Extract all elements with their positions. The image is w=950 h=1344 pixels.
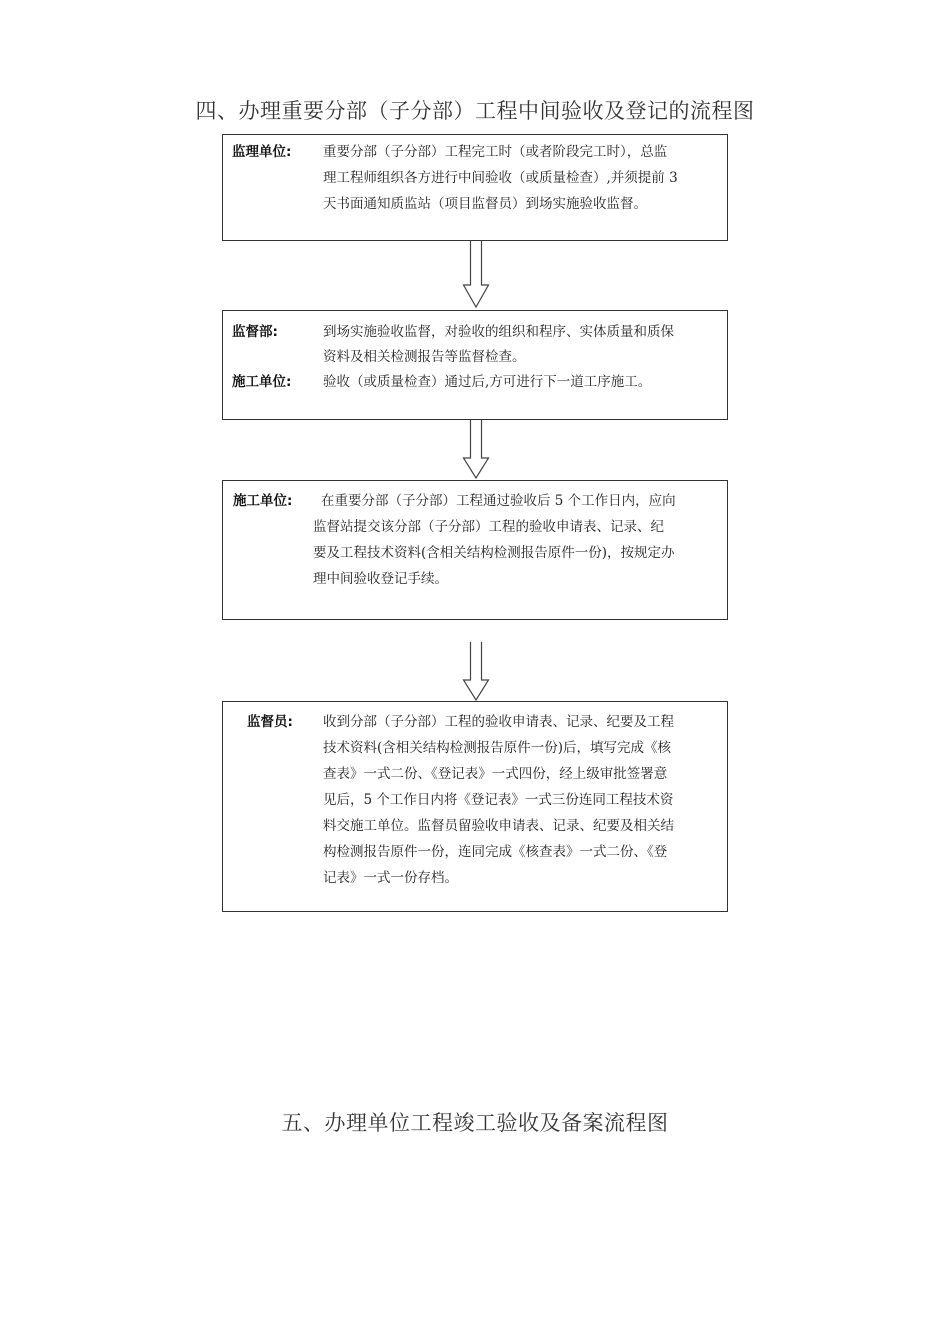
section-title: 五、办理单位工程竣工验收及备案流程图	[281, 1111, 669, 1135]
box-label: 施工单位:	[232, 374, 292, 390]
box-line: 技术资料(含相关结构检测报告原件一份)后，填写完成《核	[323, 740, 672, 756]
flow-box-supervision-unit	[222, 134, 728, 241]
box-line: 收到分部（子分部）工程的验收申请表、记录、纪要及工程	[323, 714, 674, 730]
box-line: 到场实施验收监督，对验收的组织和程序、实体质量和质保	[323, 324, 674, 340]
flow-box-supervision-dept	[222, 310, 728, 420]
box-label: 施工单位:	[233, 493, 293, 509]
box-label: 监理单位:	[232, 144, 292, 160]
box-line: 理中间验收登记手续。	[313, 571, 448, 587]
box-line: 构检测报告原件一份，连同完成《核查表》一式二份、《登	[323, 844, 668, 860]
page-title: 四、办理重要分部（子分部）工程中间验收及登记的流程图	[195, 99, 755, 123]
box-label: 监督部:	[232, 324, 278, 340]
flow-box-construction-unit	[222, 480, 728, 620]
box-line: 要及工程技术资料(含相关结构检测报告原件一份)，按规定办	[313, 545, 675, 561]
box-line: 理工程师组织各方进行中间验收（或质量检查）,并须提前 3	[323, 170, 678, 186]
box-line: 在重要分部（子分部）工程通过验收后 5 个工作日内，应向	[321, 493, 676, 509]
box-line: 查表》一式二份、《登记表》一式四份，经上级审批签署意	[323, 766, 668, 782]
flow-box-supervisor	[222, 701, 728, 912]
box-line: 料交施工单位。监督员留验收申请表、记录、纪要及相关结	[323, 818, 674, 834]
box-line: 监督站提交该分部（子分部）工程的验收申请表、记录、纪	[313, 519, 664, 535]
down-arrow-icon	[462, 420, 490, 480]
box-label: 监督员:	[247, 714, 293, 730]
box-line: 验收（或质量检查）通过后,方可进行下一道工序施工。	[323, 374, 652, 390]
down-arrow-icon	[462, 241, 490, 310]
box-line: 重要分部（子分部）工程完工时（或者阶段完工时），总监	[323, 144, 668, 160]
box-line: 记表》一式一份存档。	[323, 870, 458, 886]
box-line: 资料及相关检测报告等监督检查。	[323, 349, 526, 365]
box-line: 天书面通知质监站（项目监督员）到场实施验收监督。	[323, 196, 647, 212]
box-line: 见后，5 个工作日内将《登记表》一式三份连同工程技术资	[323, 792, 674, 808]
down-arrow-icon	[462, 620, 490, 701]
